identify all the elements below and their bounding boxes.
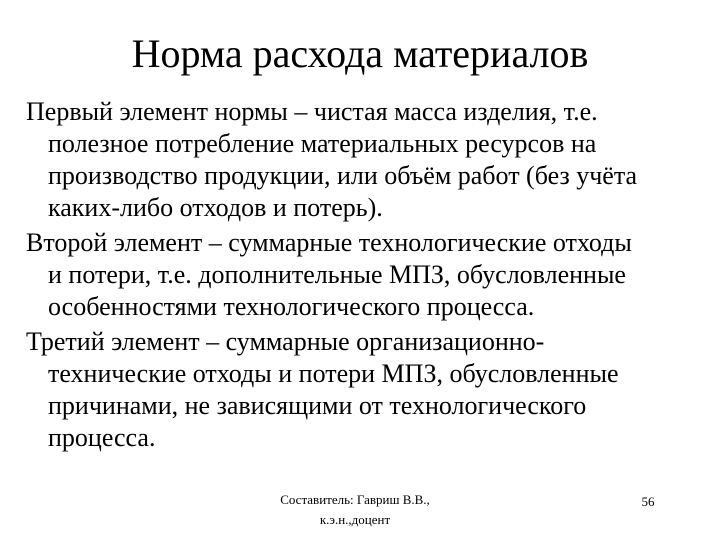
paragraph-line: и потери, т.е. дополнительные МПЗ, обусловленные — [48, 260, 626, 289]
footer-author-degree: к.э.н.,доцент — [319, 512, 391, 527]
page-number: 56 — [641, 494, 655, 509]
paragraph-line: Второй элемент – суммарные технологические отходы — [26, 228, 632, 257]
paragraph-line: причинами, не зависящими от технологического — [48, 391, 587, 420]
slide-title: Норма расхода материалов — [131, 31, 589, 76]
paragraph-line: каких-либо отходов и потерь). — [48, 193, 383, 222]
paragraph-line: полезное потребление материальных ресурсов на — [48, 129, 597, 158]
slide-body — [26, 96, 706, 457]
paragraph-line: Третий элемент – суммарные организационно- — [26, 327, 545, 356]
paragraph-line: процесса. — [48, 423, 156, 452]
paragraph-line: Первый элемент нормы – чистая масса изделия, т.е. — [26, 97, 598, 126]
paragraph-line: особенностями технологического процесса. — [48, 292, 535, 321]
paragraph-line: производство продукции, или объём работ (без учёта — [48, 161, 638, 190]
paragraph-third-element — [26, 326, 706, 454]
footer-author — [250, 490, 460, 530]
paragraph-line: технические отходы и потери МПЗ, обусловленные — [48, 359, 619, 388]
footer-author-name: Составитель: Гавриш В.В., — [280, 492, 430, 507]
paragraph-first-element — [26, 96, 706, 224]
paragraph-second-element — [26, 227, 706, 323]
